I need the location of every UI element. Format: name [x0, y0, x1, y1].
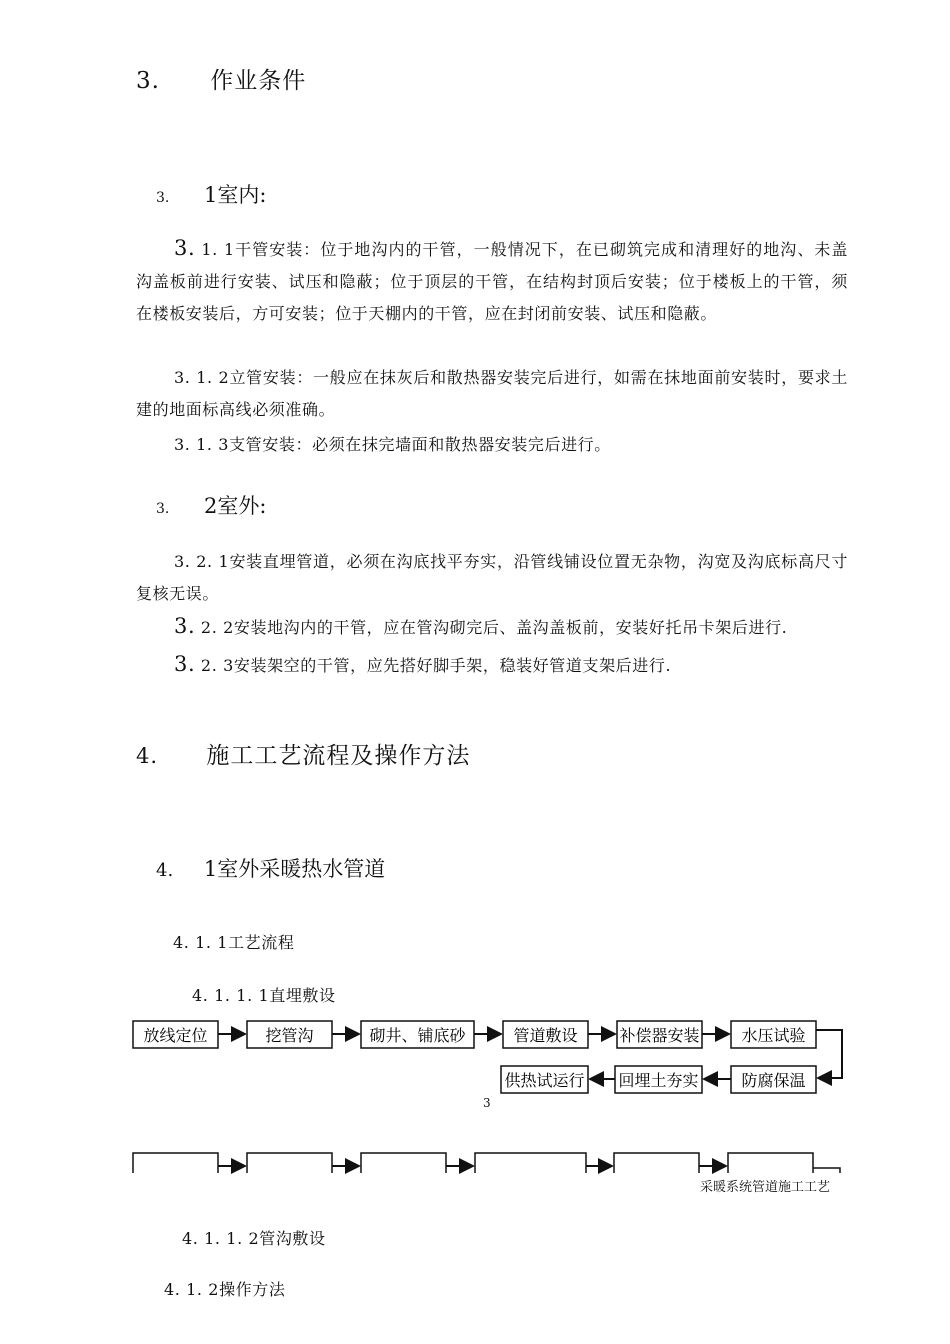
section-number: 3. — [156, 501, 170, 517]
section-number: 3. — [156, 190, 170, 206]
flow-step-4 — [503, 1021, 588, 1048]
flow-step-6 — [731, 1021, 816, 1048]
flow-step-label: 防腐保温 — [741, 1071, 806, 1090]
flow-step-2 — [247, 1021, 332, 1048]
section-number: 4. — [156, 860, 174, 881]
paragraph-text: 2. 2安装地沟内的干管，应在管沟砌完后、盖沟盖板前，安装好托吊卡架后进行. — [195, 618, 788, 637]
flow-step-label: 补偿器安装 — [619, 1026, 700, 1045]
section-4-1-2-heading: 4. 1. 2操作方法 — [164, 1280, 286, 1299]
flow-step-3 — [361, 1021, 474, 1048]
paragraph-lead: 3. — [174, 652, 196, 676]
flow-step-8 — [615, 1066, 702, 1093]
flow-step-label: 挖管沟 — [265, 1026, 314, 1045]
section-number: 3. — [136, 68, 160, 94]
section-title: 作业条件 — [210, 68, 307, 94]
paragraph-lead: 3. — [174, 614, 196, 638]
section-number: 4. — [136, 744, 159, 768]
flow-step-label: 管道敷设 — [513, 1026, 578, 1045]
paragraph-text: 3. 1. 2立管安装：一般应在抹灰后和散热器安装完后进行，如需在抹地面前安装时，要求土建的地面标高线必须准确。 — [136, 368, 848, 419]
paragraph-lead: 3. — [174, 236, 196, 260]
footer-caption: 采暖系统管道施工工艺 — [700, 1180, 831, 1195]
flow-step-9 — [501, 1066, 588, 1093]
section-title: 1室内: — [204, 183, 267, 207]
flow-step-label: 回埋土夯实 — [618, 1071, 699, 1090]
flow-step-1 — [133, 1021, 218, 1048]
flow-step-label: 水压试验 — [741, 1026, 806, 1045]
section-title: 2室外: — [204, 494, 267, 518]
flow-continuation-strip — [133, 1153, 840, 1173]
flow-step-label: 放线定位 — [143, 1026, 208, 1045]
section-title: 施工工艺流程及操作方法 — [206, 743, 471, 769]
flow-step-5 — [617, 1021, 702, 1048]
paragraph-text: 2. 3安装架空的干管，应先搭好脚手架，稳装好管道支架后进行. — [195, 656, 672, 675]
flow-step-label: 砌井、铺底砂 — [369, 1026, 466, 1045]
section-4-1-1-1-heading: 4. 1. 1. 1直埋敷设 — [192, 986, 336, 1005]
flow-step-label: 供热试运行 — [504, 1071, 585, 1090]
section-4-1-1-heading: 4. 1. 1工艺流程 — [173, 933, 295, 952]
page-number: 3 — [483, 1096, 491, 1110]
flow-connector-arrow — [816, 1030, 842, 1078]
section-4-1-1-2-heading: 4. 1. 1. 2管沟敷设 — [182, 1229, 326, 1248]
paragraph-text: 3. 1. 3支管安装：必须在抹完墙面和散热器安装完后进行。 — [174, 435, 611, 454]
paragraph-text: 1. 1干管安装：位于地沟内的干管，一般情况下，在已砌筑完成和清理好的地沟、未盖沟盖板前进行安装、试压和隐蔽；位于顶层的干管，在结构封顶后安装；位于楼板上的干管，须在楼板安装后，方可安装；位于天棚内的干管，应在封闭前安装、试压和隐蔽。 — [136, 240, 848, 323]
paragraph-text: 3. 2. 1安装直埋管道，必须在沟底找平夯实，沿管线铺设位置无杂物，沟宽及沟底标高尺寸复核无误。 — [136, 552, 848, 603]
section-title: 1室外采暖热水管道 — [203, 857, 386, 881]
flow-step-7 — [731, 1066, 816, 1093]
